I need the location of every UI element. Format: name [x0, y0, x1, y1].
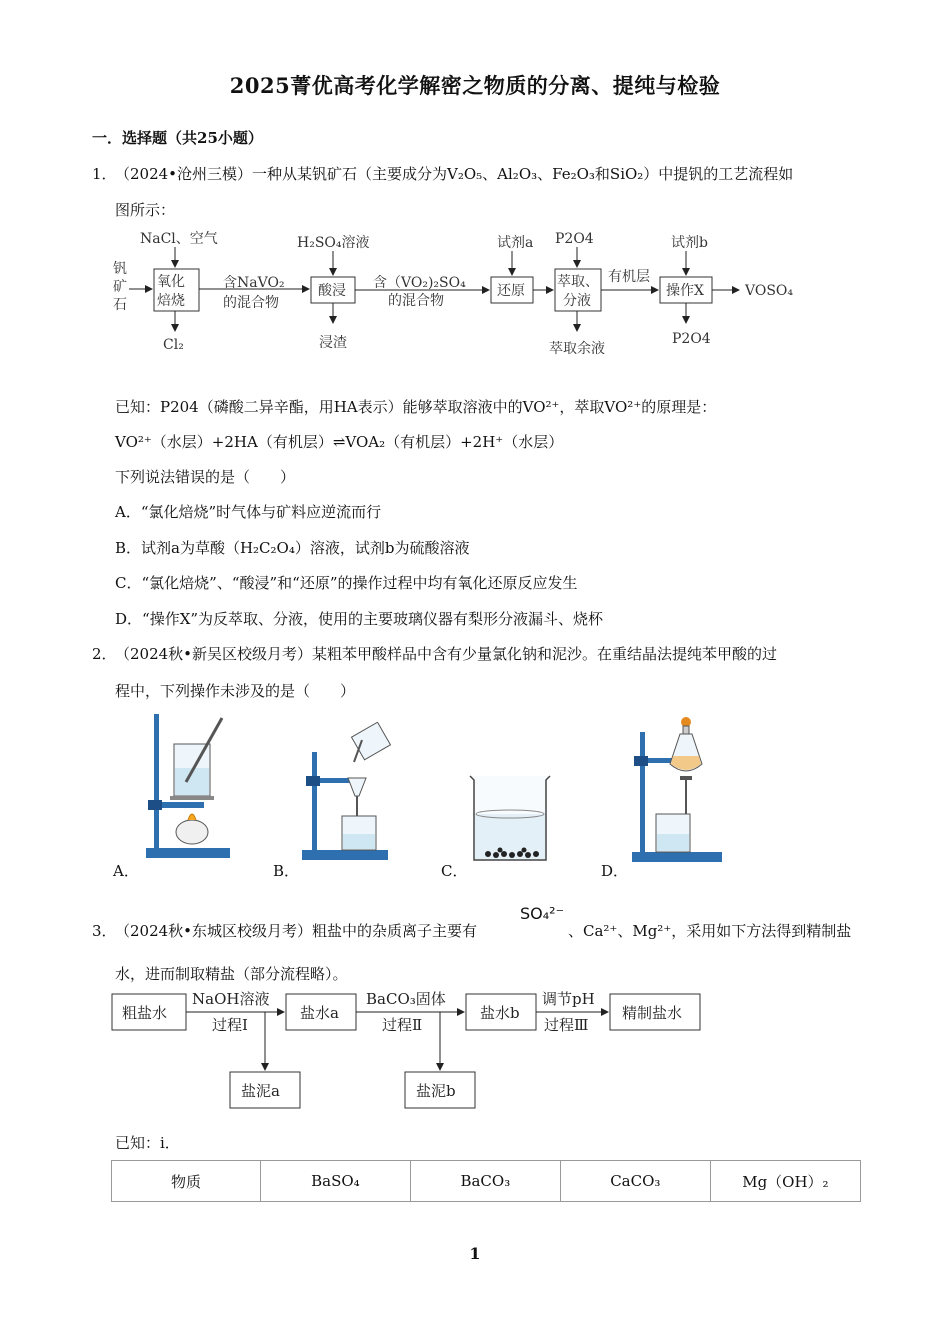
box-acid-leach: 酸浸 — [318, 283, 346, 299]
input-reagent-a: 试剂a — [497, 235, 534, 251]
box-extraction-1: 萃取、 — [557, 274, 599, 290]
flow-refined-brine: 精制盐水 — [622, 1004, 683, 1022]
mid1-line1: 含NaVO₂ — [223, 275, 285, 291]
flow-naoh: NaOH溶液 — [192, 990, 270, 1008]
q1-known-line2: VO²⁺（水层）+2HA（有机层）⇌VOA₂（有机层）+2H⁺（水层） — [115, 433, 564, 451]
apparatus-c-beaker-icon — [466, 772, 556, 867]
flow-process-1: 过程Ⅰ — [212, 1016, 248, 1034]
output-residue: 浸渣 — [319, 335, 347, 351]
q3-stem-line2: 水，进而制取精盐（部分流程略）。 — [115, 965, 348, 983]
flow-crude-brine: 粗盐水 — [122, 1004, 168, 1022]
box-extraction-2: 分液 — [563, 293, 591, 309]
feed-char-2: 矿 — [113, 279, 127, 295]
product-voso4: VOSO₄ — [745, 283, 794, 299]
box-operation-x: 操作X — [666, 283, 704, 299]
mid2-line1: 含（VO₂)₂SO₄ — [373, 275, 466, 291]
q1-option-a[interactable]: A．“氯化焙烧”时气体与矿料应逆流而行 — [115, 503, 382, 521]
q2-stem-line1: （2024秋•新吴区校级月考）某粗苯甲酸样品中含有少量氯化钠和泥沙。在重结晶法提纯苯甲酸的过 — [115, 645, 778, 663]
feed-char-1: 钒 — [113, 261, 127, 277]
mid-organic-layer: 有机层 — [608, 269, 650, 285]
page-number: 1 — [469, 1244, 481, 1263]
apparatus-b-filtration-icon — [298, 722, 398, 867]
flow-adjust-ph: 调节pH — [542, 990, 595, 1008]
q2-number: 2． — [92, 645, 117, 663]
box-oxidation-1: 氧化 — [157, 274, 185, 290]
q2-stem-line2: 程中，下列操作未涉及的是（ ） — [115, 682, 356, 700]
q1-option-b[interactable]: B．试剂a为草酸（H₂C₂O₄）溶液，试剂b为硫酸溶液 — [115, 539, 470, 557]
q3-stem-line1a: （2024秋•东城区校级月考）粗盐中的杂质离子主要有 — [115, 922, 478, 940]
q1-option-d[interactable]: D．“操作X”为反萃取、分液，使用的主要玻璃仪器有梨形分液漏斗、烧杯 — [115, 610, 604, 628]
q1-stem-line1: （2024•沧州三模）一种从某钒矿石（主要成分为V₂O₅、Al₂O₃、Fe₂O₃和SiO₂）中提钒的工艺流程如 — [115, 165, 794, 183]
table-header-cell: Mg（OH）₂ — [710, 1161, 860, 1202]
mid2-line2: 的混合物 — [388, 293, 444, 309]
q1-flowchart — [105, 225, 805, 365]
q2-label-d[interactable]: D． — [601, 862, 629, 880]
mid1-line2: 的混合物 — [223, 295, 279, 311]
table-header-cell: 物质 — [112, 1161, 261, 1202]
q1-option-c[interactable]: C．“氯化焙烧”、“酸浸”和“还原”的操作过程中均有氧化还原反应发生 — [115, 574, 578, 592]
q3-known: 已知：ⅰ． — [115, 1134, 180, 1152]
feed-char-3: 石 — [113, 297, 127, 313]
q2-label-c[interactable]: C． — [441, 862, 468, 880]
sulfate-ion: SO₄²⁻ — [520, 904, 565, 923]
q1-known-line1: 已知：P204（磷酸二异辛酯，用HA表示）能够萃取溶液中的VO²⁺，萃取VO²⁺的原理是： — [115, 398, 717, 416]
flow-brine-a: 盐水a — [300, 1004, 339, 1022]
input-reagent-b: 试剂b — [671, 235, 708, 251]
flow-baco3: BaCO₃固体 — [366, 990, 446, 1008]
q3-flowchart — [110, 988, 710, 1118]
flow-process-2: 过程Ⅱ — [382, 1016, 423, 1034]
output-cl2: Cl₂ — [163, 337, 184, 353]
input-h2so4: H₂SO₄溶液 — [297, 235, 370, 251]
box-reduction: 还原 — [497, 283, 525, 299]
q3-stem-line1b: 、Ca²⁺、Mg²⁺，采用如下方法得到精制盐 — [568, 922, 852, 940]
box-oxidation-2: 焙烧 — [157, 293, 185, 309]
output-p204: P2O4 — [672, 331, 711, 347]
q1-number: 1． — [92, 165, 117, 183]
table-header-cell: BaCO₃ — [410, 1161, 560, 1202]
q1-stem-line2: 图所示： — [115, 201, 176, 219]
flow-brine-b: 盐水b — [480, 1004, 520, 1022]
input-p204: P2O4 — [555, 231, 594, 247]
table-header-cell: BaSO₄ — [260, 1161, 410, 1202]
apparatus-a-heating-icon — [140, 710, 240, 865]
input-nacl-air: NaCl、空气 — [140, 231, 218, 247]
table-header-row — [112, 1161, 861, 1202]
flow-sludge-b: 盐泥b — [416, 1082, 456, 1100]
output-raffinate: 萃取余液 — [549, 341, 605, 357]
q1-question: 下列说法错误的是（ ） — [115, 468, 296, 486]
flow-process-3: 过程Ⅲ — [544, 1016, 589, 1034]
q3-number: 3． — [92, 922, 117, 940]
flow-sludge-a: 盐泥a — [241, 1082, 280, 1100]
table-header-cell: CaCO₃ — [560, 1161, 710, 1202]
apparatus-d-separatory-funnel-icon — [630, 712, 725, 867]
page-title: 2025菁优高考化学解密之物质的分离、提纯与检验 — [229, 73, 721, 98]
solubility-table — [111, 1160, 861, 1202]
q2-label-a[interactable]: A． — [113, 862, 139, 880]
section-heading: 一．选择题（共25小题） — [92, 129, 263, 147]
q2-label-b[interactable]: B． — [273, 862, 300, 880]
